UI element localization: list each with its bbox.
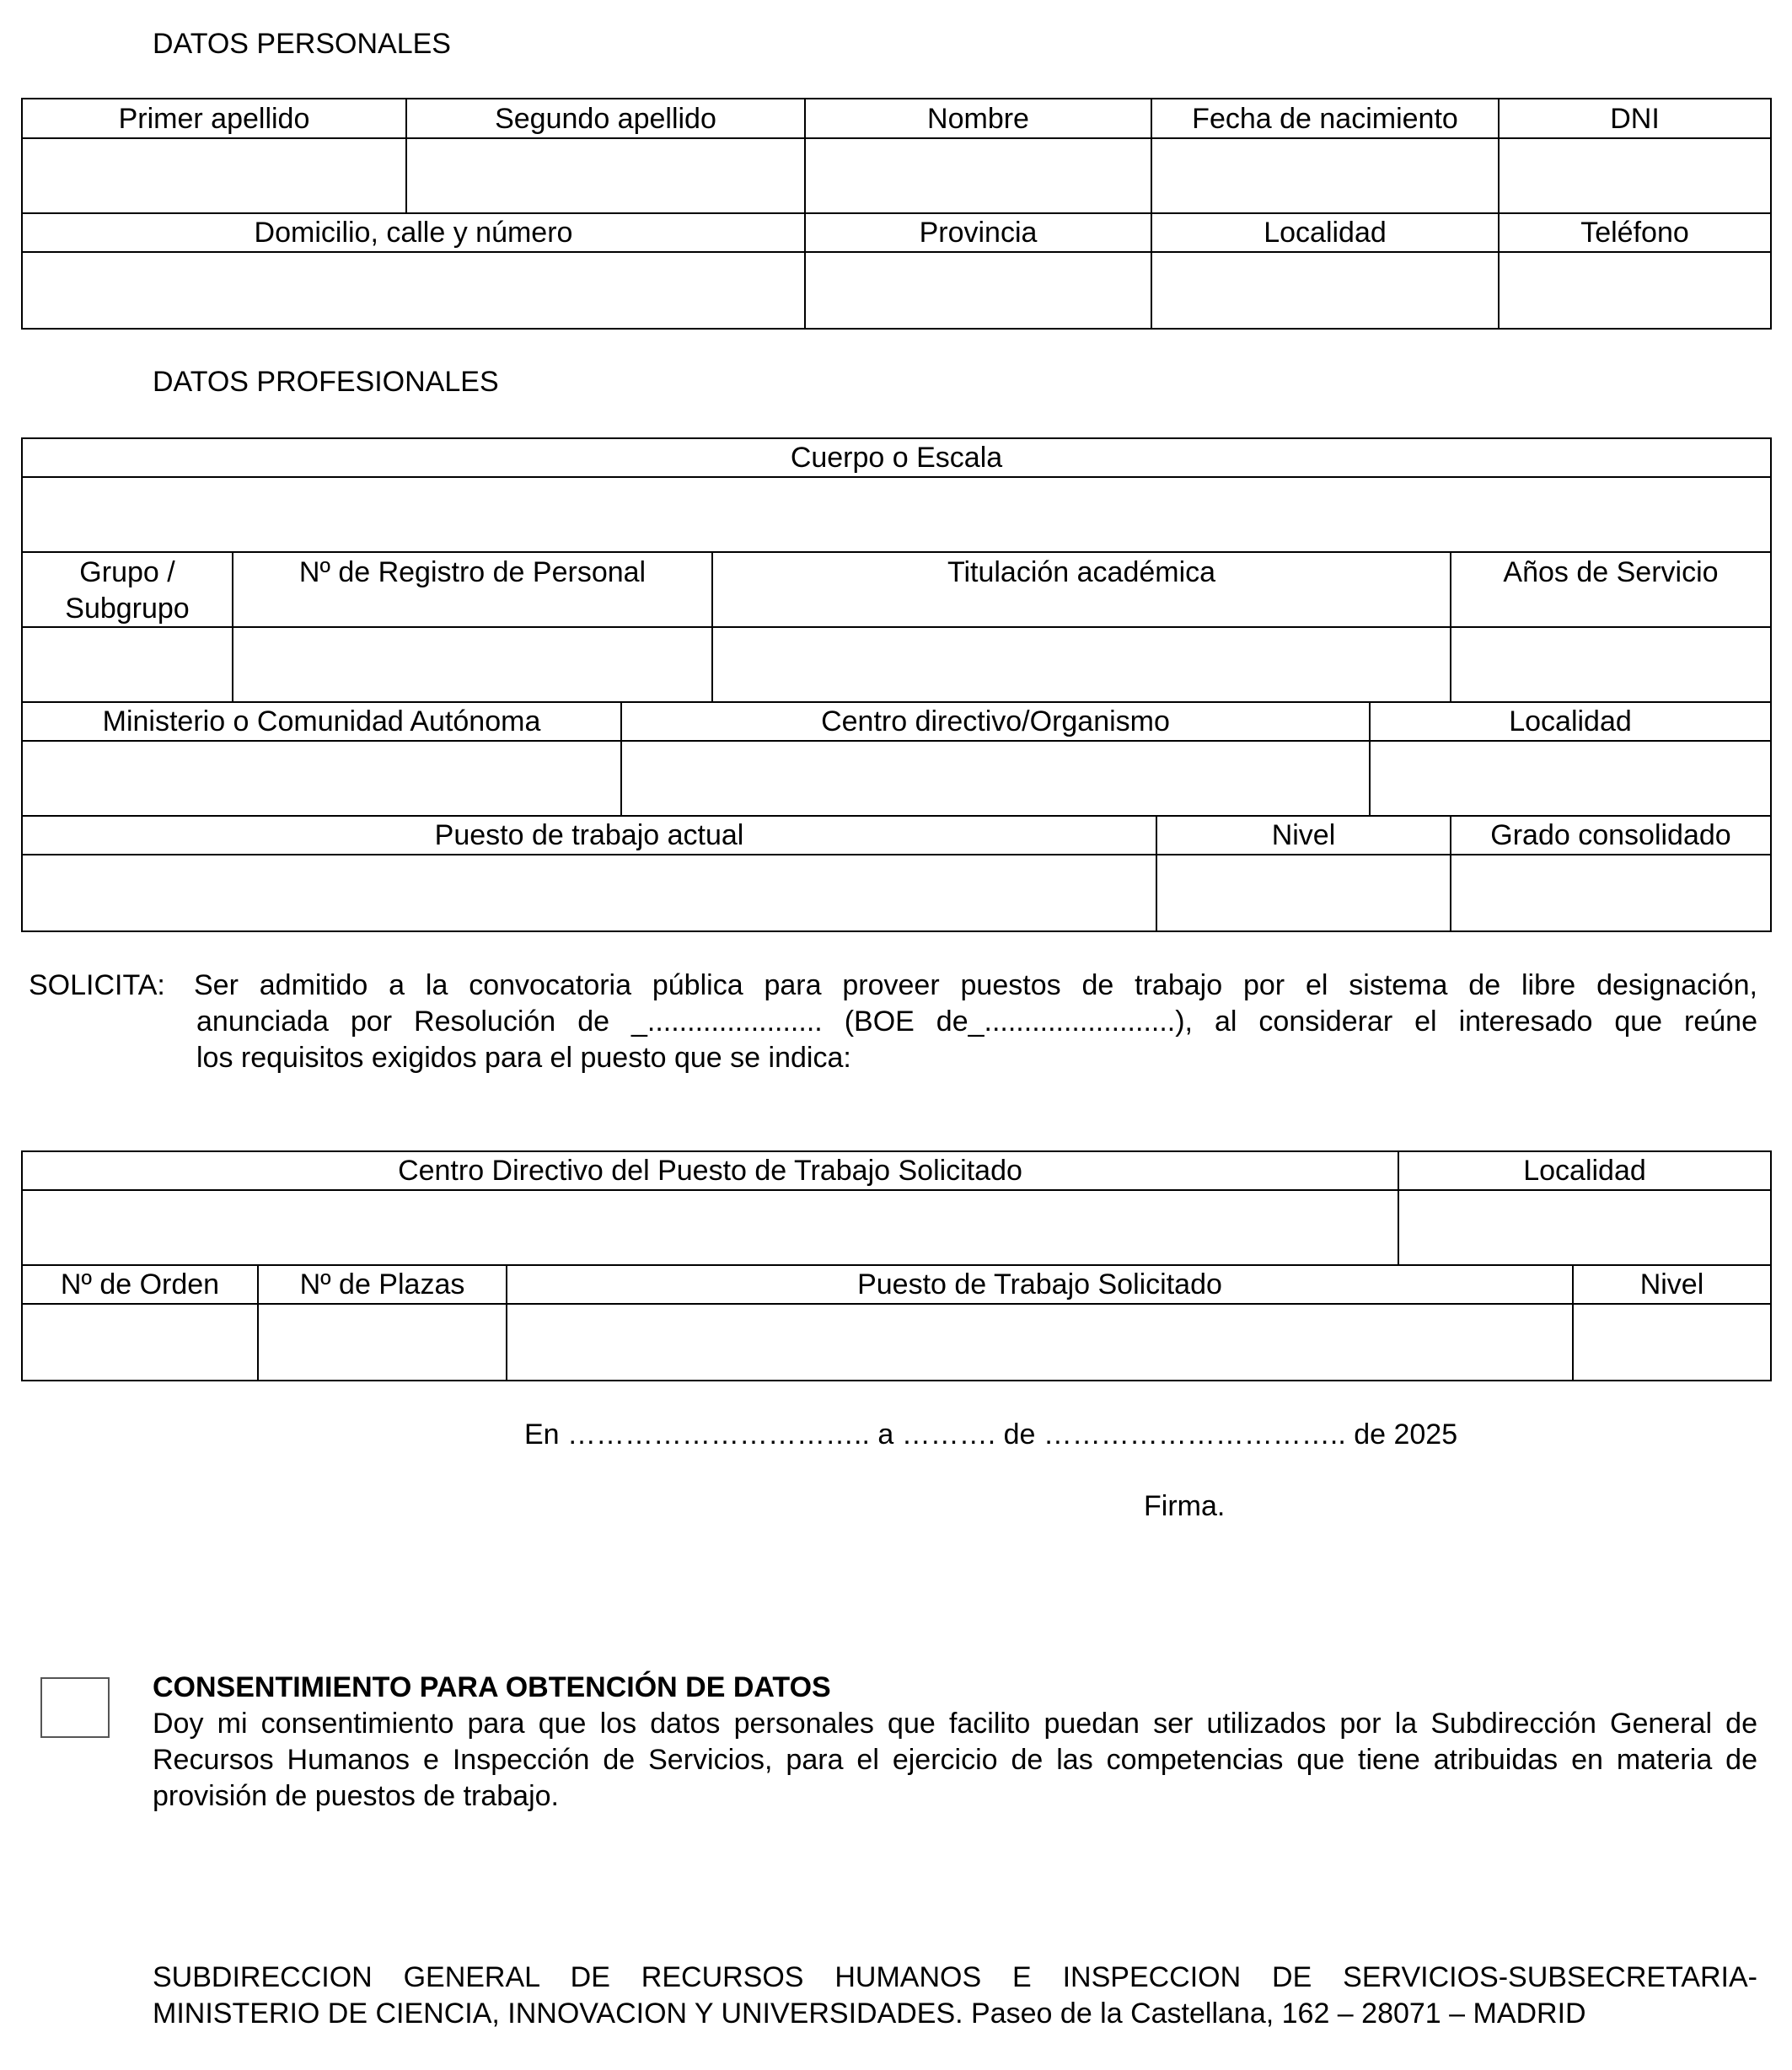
label-localidad: Localidad <box>1152 214 1500 251</box>
nivel-field[interactable] <box>1157 855 1451 930</box>
label-puesto-solicitado: Puesto de Trabajo Solicitado <box>507 1266 1574 1303</box>
nivel-solicitado-field[interactable] <box>1574 1305 1770 1380</box>
grado-consolidado-field[interactable] <box>1451 855 1770 930</box>
section-heading-professional: DATOS PROFESIONALES <box>153 366 499 398</box>
puesto-solicitado-field[interactable] <box>507 1305 1574 1380</box>
label-grupo-subgrupo: Grupo / Subgrupo <box>23 553 233 626</box>
registro-personal-field[interactable] <box>233 628 713 701</box>
localidad-field[interactable] <box>1152 253 1500 328</box>
label-domicilio: Domicilio, calle y número <box>23 214 806 251</box>
consent-text: Doy mi consentimiento para que los datos personales que facilito puedan ser utilizados por la Subdirección General de Recursos Humanos e Inspección de Servicios, para el ejercicio de las competencias que tiene atribuidas en materia de provisión de puestos de trabajo. <box>153 1708 1757 1812</box>
solicita-label: SOLICITA: <box>29 969 165 1001</box>
requested-post-table <box>21 1150 1772 1381</box>
firma-label: Firma. <box>1144 1490 1226 1522</box>
label-fecha-nacimiento: Fecha de nacimiento <box>1152 99 1500 137</box>
section-heading-personal: DATOS PERSONALES <box>153 28 451 60</box>
grupo-subgrupo-field[interactable] <box>23 628 233 701</box>
label-nivel-solicitado: Nivel <box>1639 1268 1704 1300</box>
footer-line-2: MINISTERIO DE CIENCIA, INNOVACION Y UNIVERSIDADES. Paseo de la Castellana, 162 – 28071 – MADRID <box>153 1998 1586 2030</box>
solicita-line-1: Ser admitido a la convocatoria pública para proveer puestos de trabajo por el sistema de libre designación, <box>194 969 1757 1001</box>
label-centro-solicitado: Centro Directivo del Puesto de Trabajo Solicitado <box>23 1152 1399 1189</box>
segundo-apellido-field[interactable] <box>407 139 806 212</box>
localidad-prof-field[interactable] <box>1371 742 1770 815</box>
label-numero-orden: Nº de Orden <box>23 1266 259 1303</box>
personal-data-table <box>21 98 1772 330</box>
dni-field[interactable] <box>1500 139 1770 212</box>
domicilio-field[interactable] <box>23 253 806 328</box>
label-cuerpo-escala: Cuerpo o Escala <box>790 442 1003 474</box>
label-primer-apellido: Primer apellido <box>23 99 407 137</box>
label-dni: DNI <box>1610 102 1660 135</box>
cuerpo-escala-field[interactable] <box>23 478 1770 551</box>
label-localidad-prof: Localidad <box>1509 705 1632 737</box>
centro-directivo-field[interactable] <box>622 742 1371 815</box>
primer-apellido-field[interactable] <box>23 139 407 212</box>
label-numero-plazas: Nº de Plazas <box>259 1266 507 1303</box>
label-titulacion: Titulación académica <box>713 553 1451 626</box>
nombre-field[interactable] <box>806 139 1152 212</box>
date-line: En ………………………….. a ………. de ………………………….. de 2025 <box>524 1418 1458 1451</box>
footer-line-1: SUBDIRECCION GENERAL DE RECURSOS HUMANOS E INSPECCION DE SERVICIOS-SUBSECRETARIA- <box>153 1961 1757 1993</box>
label-segundo-apellido: Segundo apellido <box>407 99 806 137</box>
fecha-nacimiento-field[interactable] <box>1152 139 1500 212</box>
centro-solicitado-field[interactable] <box>23 1191 1399 1264</box>
label-localidad-solicitada: Localidad <box>1523 1155 1646 1187</box>
label-registro-personal: Nº de Registro de Personal <box>233 553 713 626</box>
provincia-field[interactable] <box>806 253 1152 328</box>
localidad-solicitada-field[interactable] <box>1399 1191 1770 1264</box>
label-grado-consolidado: Grado consolidado <box>1490 819 1731 851</box>
label-ministerio: Ministerio o Comunidad Autónoma <box>23 703 622 740</box>
numero-orden-field[interactable] <box>23 1305 259 1380</box>
label-telefono: Teléfono <box>1580 217 1689 249</box>
label-provincia: Provincia <box>806 214 1152 251</box>
consent-title: CONSENTIMIENTO PARA OBTENCIÓN DE DATOS <box>153 1671 831 1703</box>
titulacion-field[interactable] <box>713 628 1451 701</box>
label-nivel: Nivel <box>1157 817 1451 854</box>
puesto-actual-field[interactable] <box>23 855 1157 930</box>
consent-checkbox[interactable] <box>40 1677 110 1738</box>
label-centro-directivo: Centro directivo/Organismo <box>622 703 1371 740</box>
label-nombre: Nombre <box>806 99 1152 137</box>
solicita-line-3: los requisitos exigidos para el puesto que se indica: <box>196 1042 851 1074</box>
telefono-field[interactable] <box>1500 253 1770 328</box>
numero-plazas-field[interactable] <box>259 1305 507 1380</box>
solicita-line-2: anunciada por Resolución de _...................... (BOE de_........................), al considerar el interesado que reúne <box>196 1006 1757 1038</box>
anos-servicio-field[interactable] <box>1451 628 1770 701</box>
ministerio-field[interactable] <box>23 742 622 815</box>
label-anos-servicio: Años de Servicio <box>1503 556 1719 588</box>
professional-data-table <box>21 437 1772 932</box>
label-puesto-actual: Puesto de trabajo actual <box>23 817 1157 854</box>
